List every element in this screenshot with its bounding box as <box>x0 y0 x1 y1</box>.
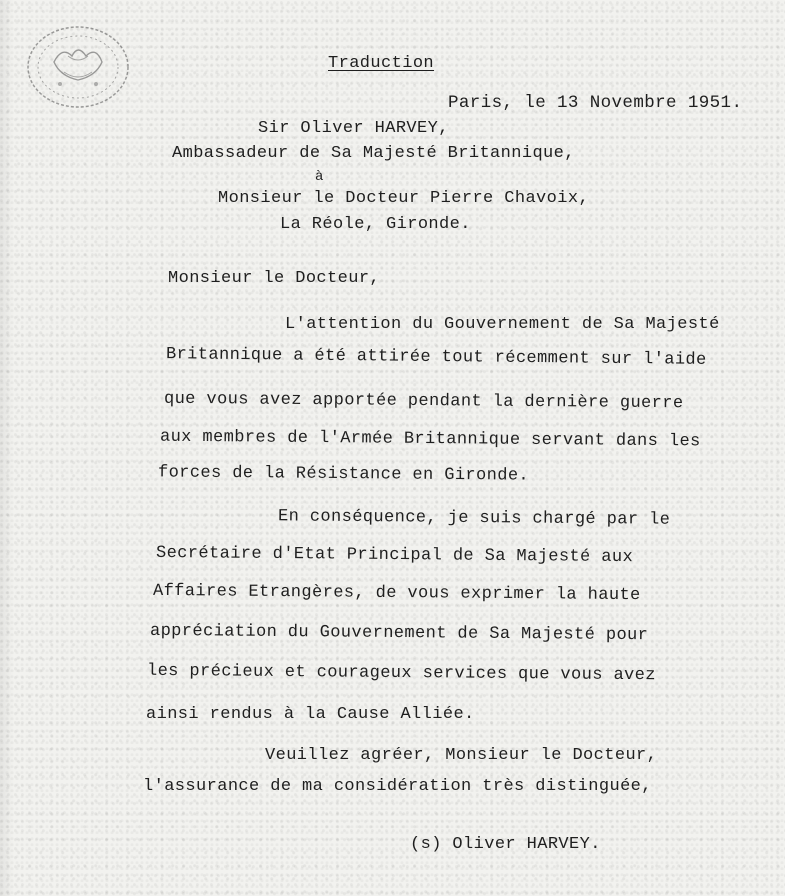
body-line: ainsi rendus à la Cause Alliée. <box>146 705 475 724</box>
closing-line: Veuillez agréer, Monsieur le Docteur, <box>265 746 658 765</box>
document-title: Traduction <box>328 54 435 73</box>
body-line: appréciation du Gouvernement de Sa Majesté pour <box>149 621 649 646</box>
body-line: Affaires Etrangères, de vous exprimer la haute <box>152 581 641 606</box>
recipient-place: La Réole, Gironde. <box>280 215 471 234</box>
signature: (s) Oliver HARVEY. <box>410 835 601 854</box>
sender-name: Sir Oliver HARVEY, <box>258 119 449 138</box>
body-line: Secrétaire d'Etat Principal de Sa Majesté aux <box>155 543 634 568</box>
body-line: les précieux et courageux services que vous avez <box>146 661 656 686</box>
body-line: En conséquence, je suis chargé par le <box>277 507 671 530</box>
body-line: forces de la Résistance en Gironde. <box>157 463 530 486</box>
to-word: à <box>315 169 324 185</box>
closing-line: l'assurance de ma considération très distinguée, <box>143 777 652 796</box>
embassy-seal-stamp <box>24 22 132 112</box>
date-line: Paris, le 13 Novembre 1951. <box>448 93 743 113</box>
sender-title: Ambassadeur de Sa Majesté Britannique, <box>172 144 575 163</box>
body-line: Britannique a été attirée tout récemment sur l'aide <box>165 345 707 370</box>
body-line: aux membres de l'Armée Britannique servant dans les <box>159 427 701 452</box>
recipient-name: Monsieur le Docteur Pierre Chavoix, <box>218 189 590 208</box>
scan-edge-shadow <box>0 0 14 896</box>
body-line: L'attention du Gouvernement de Sa Majesté <box>285 315 720 334</box>
salutation: Monsieur le Docteur, <box>168 269 381 288</box>
body-line: que vous avez apportée pendant la dernière guerre <box>163 389 684 414</box>
